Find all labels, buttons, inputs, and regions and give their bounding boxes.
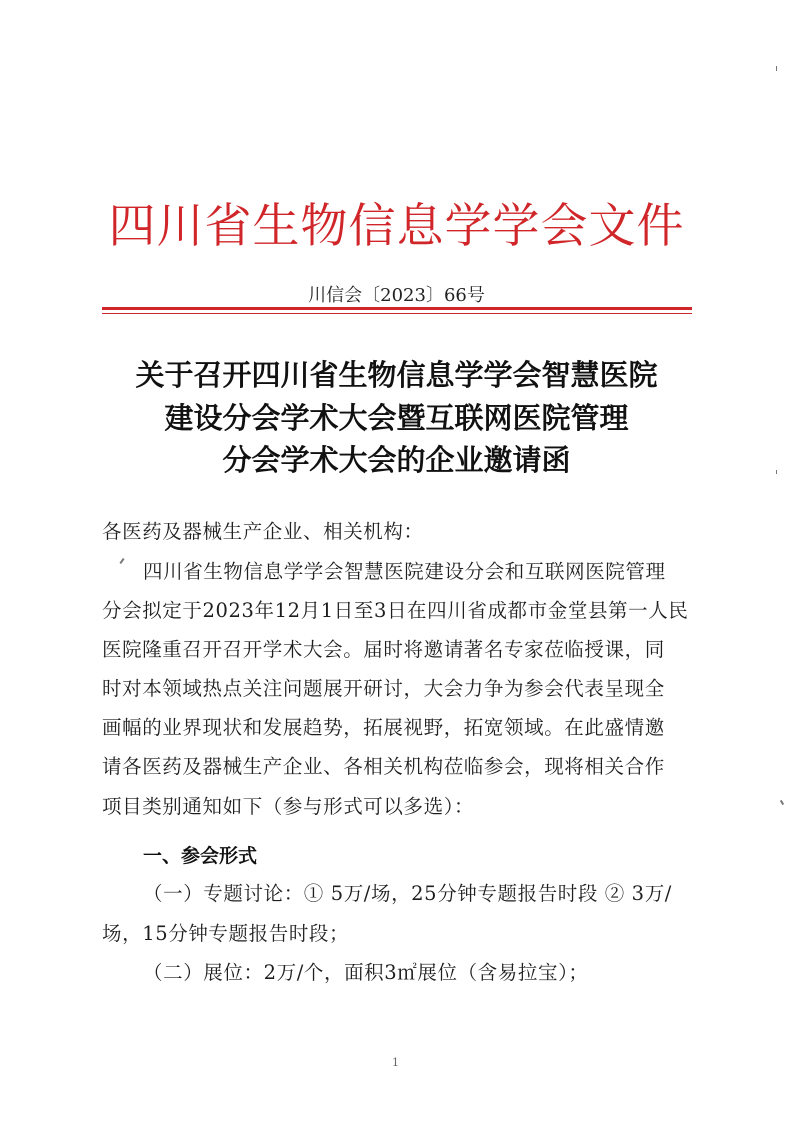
org-header-title: 四川省生物信息学学会文件	[108, 199, 685, 254]
paragraph-line: 医院隆重召开召开学术大会。届时将邀请著名专家莅临授课，同	[102, 638, 665, 661]
scan-speck	[776, 470, 777, 474]
scan-speck	[119, 558, 124, 564]
paragraph-line: 时对本领域热点关注问题展开研讨，大会力争为参会代表呈现全	[102, 677, 665, 700]
paragraph-line: 项目类别通知如下（参与形式可以多选）：	[102, 795, 475, 818]
scan-speck	[780, 800, 784, 805]
section-heading-attendance-format: 一、参会形式	[143, 845, 258, 867]
header-divider-thick	[102, 307, 692, 310]
paragraph-line: 分会拟定于2023年12月1日至3日在四川省成都市金堂县第一人民	[102, 599, 689, 622]
header-divider-thin	[102, 313, 692, 314]
page-number: 1	[392, 1056, 399, 1069]
document-title-line-3: 分会学术大会的企业邀请函	[222, 443, 571, 477]
paragraph-line: 请各医药及器械生产企业、各相关机构莅临参会，现将相关合作	[102, 755, 665, 778]
document-number: 川信会〔2023〕66号	[308, 285, 485, 306]
document-title-line-2: 建设分会学术大会暨互联网医院管理	[164, 401, 629, 435]
scan-speck	[776, 66, 777, 71]
document-title-line-1: 关于召开四川省生物信息学学会智慧医院	[135, 358, 658, 392]
salutation: 各医药及器械生产企业、相关机构：	[102, 520, 424, 543]
item-booth: （二）展位：2万/个，面积3㎡展位（含易拉宝）；	[143, 961, 589, 984]
paragraph-line: 画幅的业界现状和发展趋势，拓展视野，拓宽领域。在此盛情邀	[102, 716, 665, 739]
item-topic-discussion-line: 场，15分钟专题报告时段；	[102, 922, 350, 945]
paragraph-line: 四川省生物信息学学会智慧医院建设分会和互联网医院管理	[143, 560, 666, 583]
item-topic-discussion-line: （一）专题讨论：① 5万/场，25分钟专题报告时段 ② 3万/	[143, 882, 672, 905]
